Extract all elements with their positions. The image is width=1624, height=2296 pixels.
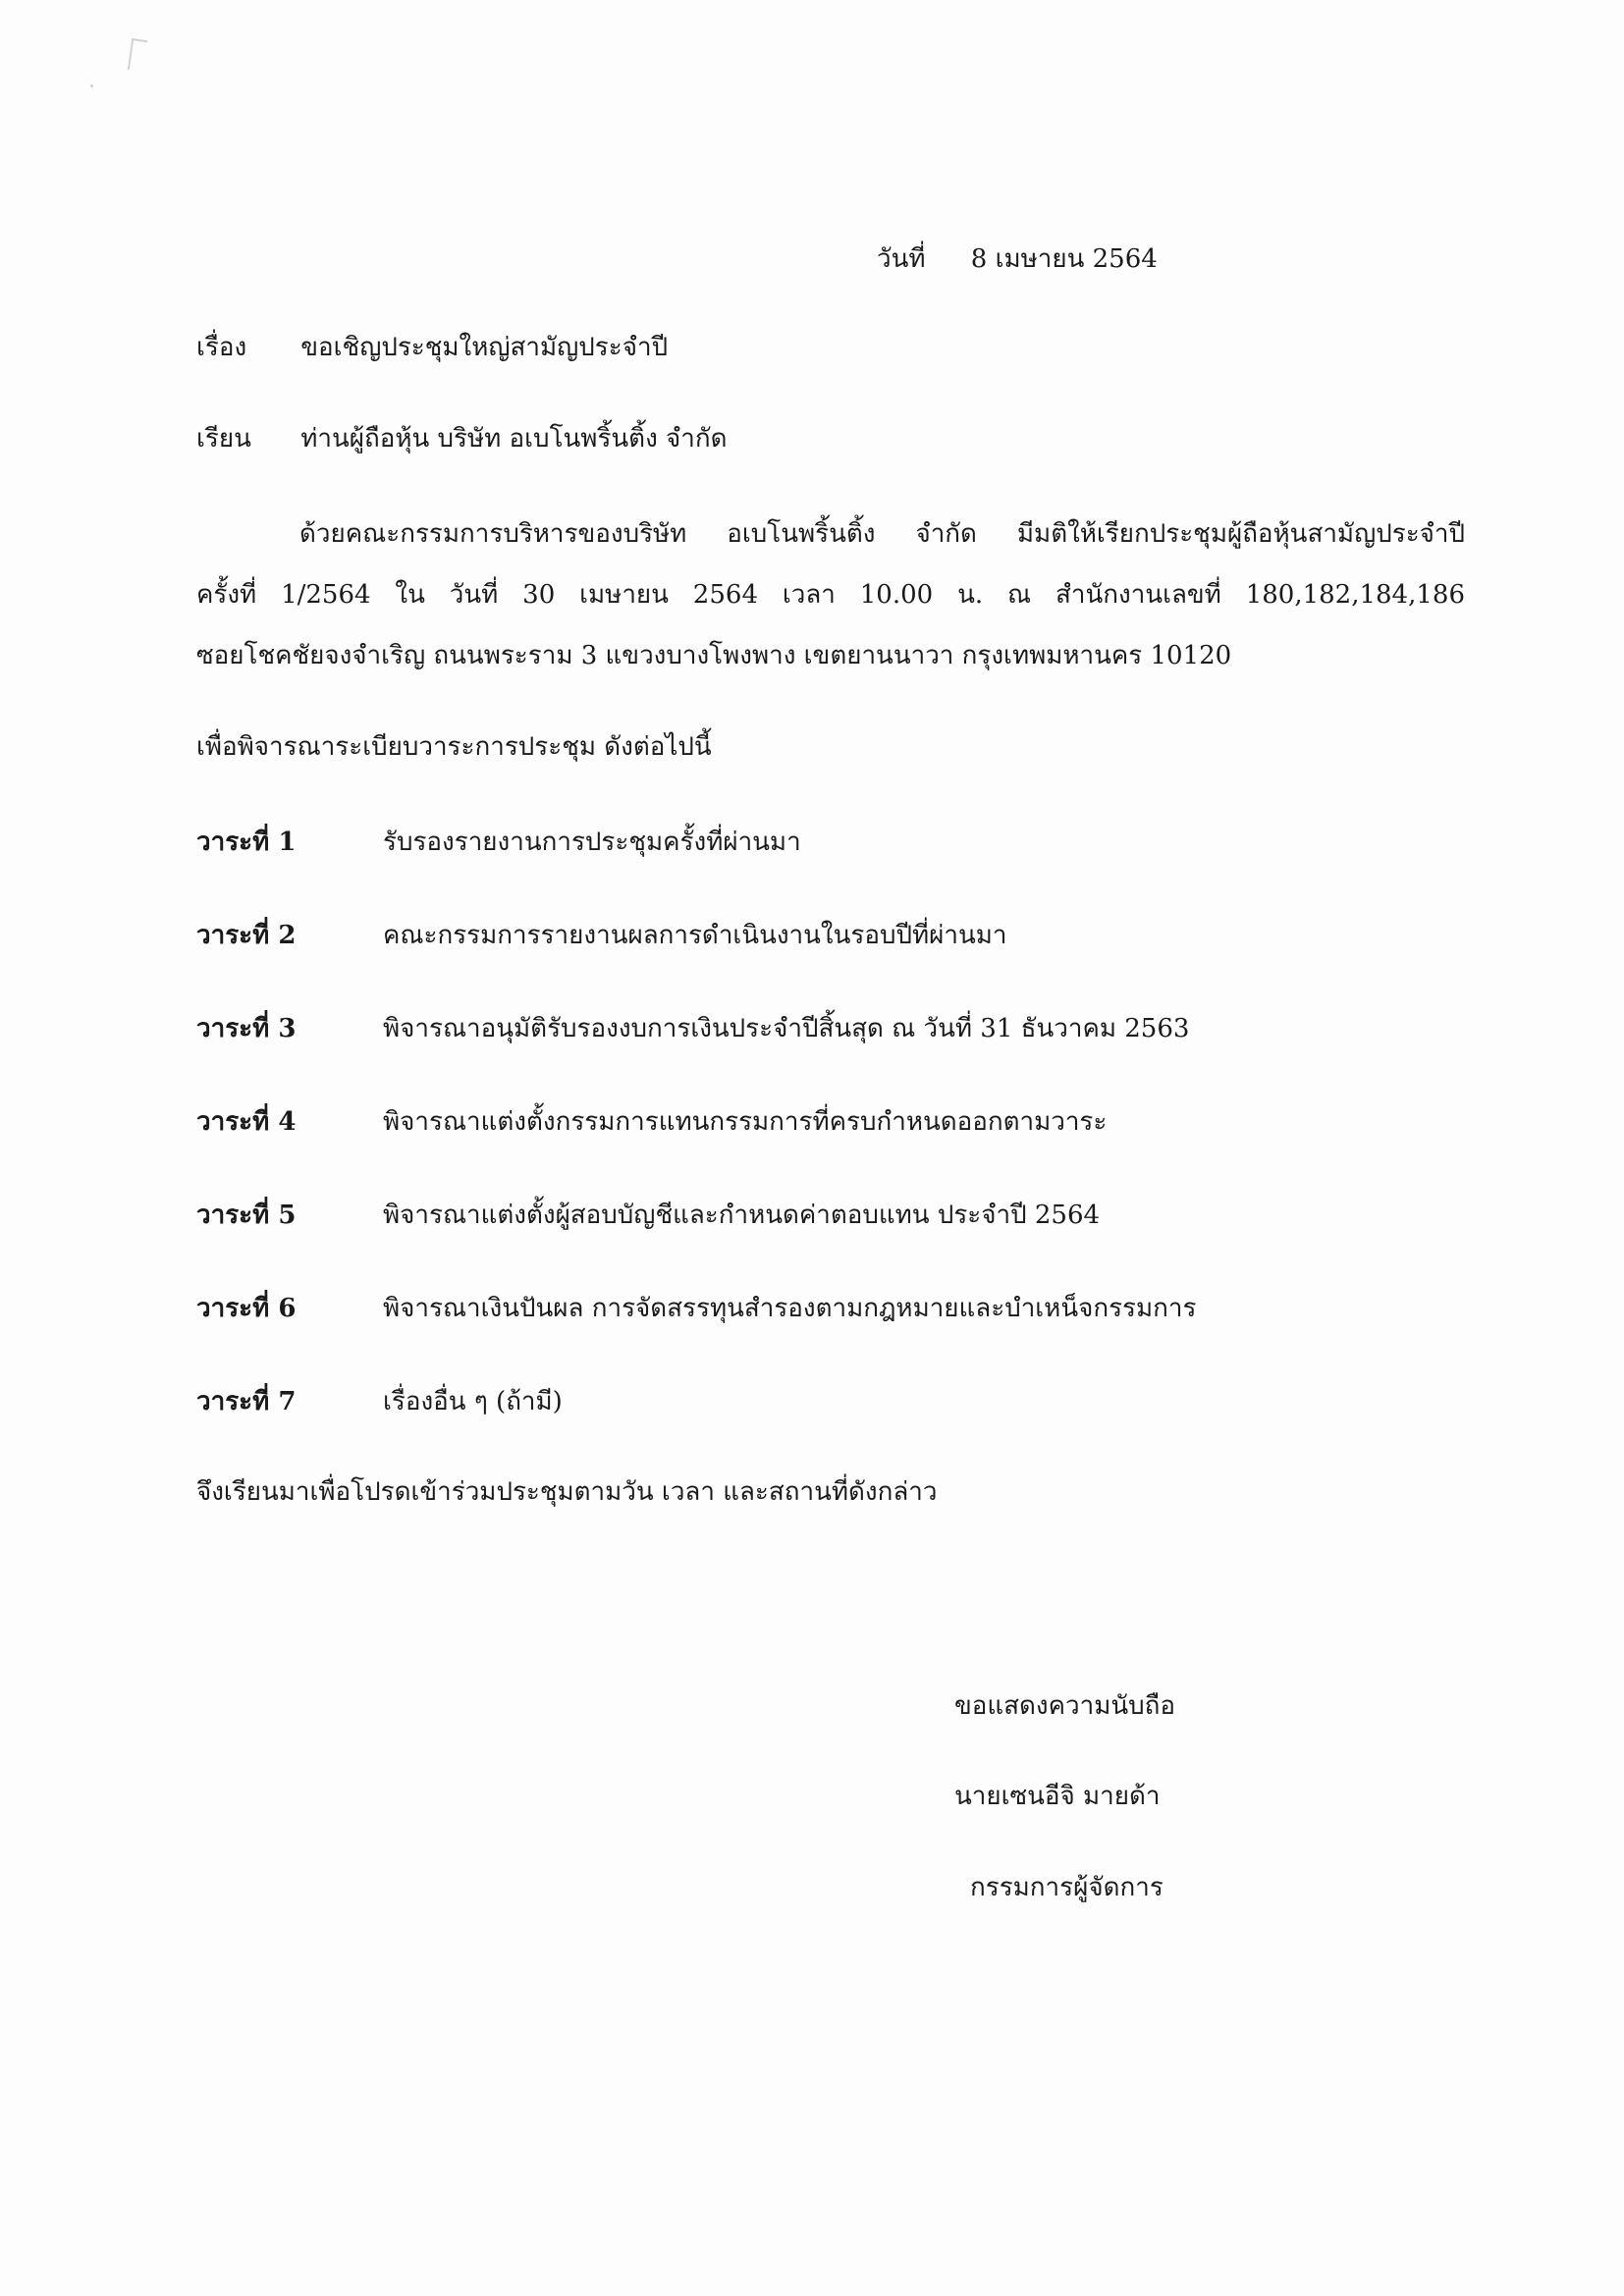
agenda-text: รับรองรายงานการประชุมครั้งที่ผ่านมา bbox=[383, 828, 801, 857]
scan-artifact-dot bbox=[90, 84, 93, 87]
date-label: วันที่ bbox=[877, 244, 926, 274]
agenda-item bbox=[196, 825, 1424, 860]
scan-artifact bbox=[128, 38, 147, 72]
agenda-item bbox=[196, 918, 1424, 953]
signature-position: กรรมการผู้จัดการ bbox=[970, 1873, 1164, 1902]
agenda-item bbox=[196, 1291, 1424, 1326]
date-value: 8 เมษายน 2564 bbox=[970, 244, 1158, 274]
agenda-number: วาระที่ 5 bbox=[196, 1201, 297, 1230]
body-line-3: ซอยโชคชัยจงจำเริญ ถนนพระราม 3 แขวงบางโพงพาง เขตยานนาวา กรุงเทพมหานคร 10120 bbox=[196, 641, 1232, 670]
subject-label: เรื่อง bbox=[196, 333, 247, 362]
recipient-row bbox=[196, 421, 727, 456]
body-line-2: ครั้งที่ 1/2564 ใน วันที่ 30 เมษายน 2564 เวลา 10.00 น. ณ สำนักงานเลขที่ 180,182,184,186 bbox=[196, 580, 1465, 610]
closing-line: จึงเรียนมาเพื่อโปรดเข้าร่วมประชุมตามวัน เวลา และสถานที่ดังกล่าว bbox=[196, 1477, 938, 1507]
agenda-number: วาระที่ 1 bbox=[196, 828, 297, 857]
agenda-number: วาระที่ 7 bbox=[196, 1387, 297, 1416]
agenda-text: คณะกรรมการรายงานผลการดำเนินงานในรอบปีที่ผ่านมา bbox=[383, 921, 1007, 950]
agenda-text: พิจารณาอนุมัติรับรองงบการเงินประจำปีสิ้นสุด ณ วันที่ 31 ธันวาคม 2563 bbox=[383, 1014, 1190, 1043]
agenda-intro: เพื่อพิจารณาระเบียบวาระการประชุม ดังต่อไปนี้ bbox=[196, 732, 712, 762]
agenda-text: เรื่องอื่น ๆ (ถ้ามี) bbox=[383, 1387, 563, 1416]
signature-regards: ขอแสดงความนับถือ bbox=[954, 1691, 1175, 1721]
agenda-item bbox=[196, 1011, 1424, 1046]
agenda-number: วาระที่ 2 bbox=[196, 921, 297, 950]
agenda-text: พิจารณาแต่งตั้งกรรมการแทนกรรมการที่ครบกำหนดออกตามวาระ bbox=[383, 1107, 1108, 1137]
subject-value: ขอเชิญประชุมใหญ่สามัญประจำปี bbox=[300, 333, 669, 362]
signature-name: นายเซนอีจิ มายด้า bbox=[954, 1782, 1161, 1811]
recipient-label: เรียน bbox=[196, 424, 251, 454]
agenda-item bbox=[196, 1384, 1424, 1419]
body-line-1: ด้วยคณะกรรมการบริหารของบริษัท อเบโนพริ้นติ้ง จำกัด มีมติให้เรียกประชุมผู้ถือหุ้นสามัญประจำปี bbox=[299, 519, 1465, 549]
letter-date bbox=[877, 241, 1158, 277]
agenda-number: วาระที่ 3 bbox=[196, 1014, 297, 1043]
agenda-text: พิจารณาแต่งตั้งผู้สอบบัญชีและกำหนดค่าตอบแทน ประจำปี 2564 bbox=[383, 1201, 1101, 1230]
agenda-item bbox=[196, 1104, 1424, 1140]
agenda-number: วาระที่ 4 bbox=[196, 1107, 297, 1137]
recipient-value: ท่านผู้ถือหุ้น บริษัท อเบโนพริ้นติ้ง จำกัด bbox=[300, 424, 728, 454]
agenda-number: วาระที่ 6 bbox=[196, 1294, 297, 1323]
subject-row bbox=[196, 330, 668, 365]
agenda-item bbox=[196, 1198, 1424, 1233]
agenda-text: พิจารณาเงินปันผล การจัดสรรทุนสำรองตามกฎหมายและบำเหน็จกรรมการ bbox=[383, 1294, 1197, 1323]
